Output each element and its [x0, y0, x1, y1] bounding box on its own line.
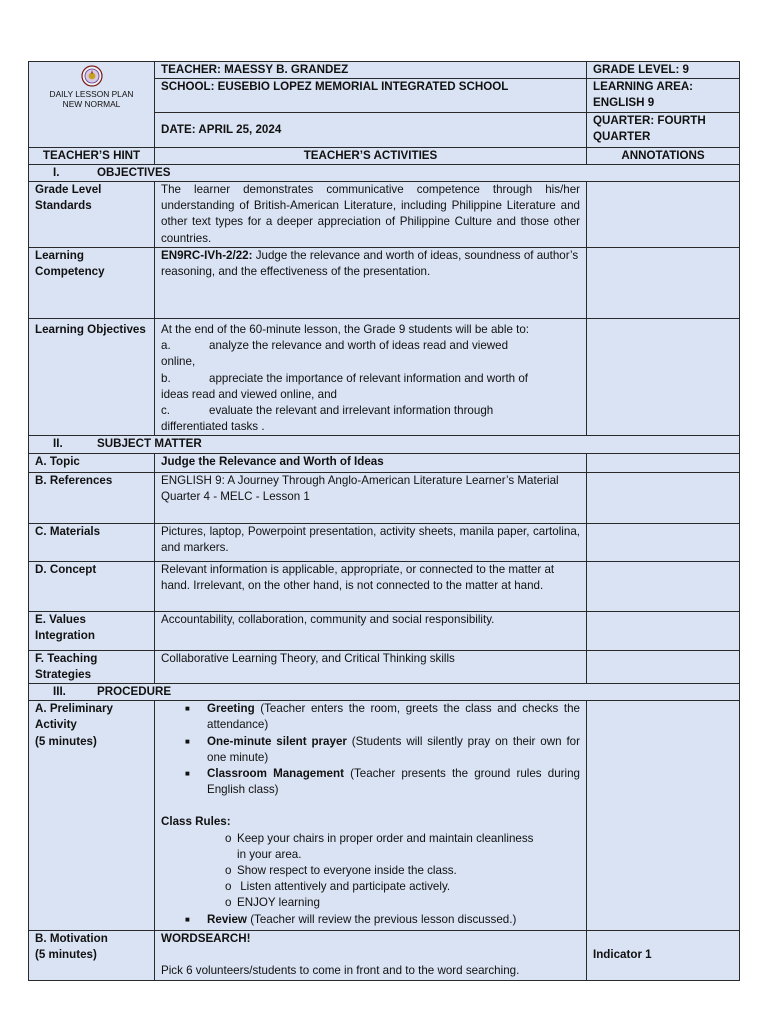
section-number: III.	[53, 685, 66, 699]
competency-code: EN9RC-IVh-2/22:	[161, 249, 253, 263]
objective-letter: a.	[161, 339, 171, 353]
row-label-preliminary	[29, 701, 155, 931]
values-text: Accountability, collaboration, community and social responsibility.	[155, 611, 587, 650]
objective-letter: c.	[161, 404, 171, 418]
section-title: PROCEDURE	[97, 685, 172, 699]
col-header-hint: TEACHER’S HINT	[29, 147, 155, 164]
motivation-title: WORDSEARCH!	[161, 932, 251, 946]
annotation-cell	[587, 561, 740, 611]
deped-seal-icon	[81, 65, 103, 87]
objective-a-cont: online,	[161, 355, 196, 369]
rule-item: Listen attentively and participate actively.	[237, 880, 451, 894]
strategies-text: Collaborative Learning Theory, and Critical Thinking skills	[155, 650, 587, 683]
col-header-annotations: ANNOTATIONS	[587, 147, 740, 164]
row-label-standards: Grade Level Standards	[29, 182, 155, 248]
standards-text: The learner demonstrates communicative competence through his/her understanding of British-American Literature, including Philippine Literature and other text types for a deeper appreciation of Philippine Culture and those other countries.	[155, 182, 587, 248]
row-label-objectives: Learning Objectives	[29, 319, 155, 436]
objective-b: appreciate the importance of relevant information and worth of	[209, 371, 529, 385]
objective-b-cont: ideas read and viewed online, and	[161, 387, 337, 401]
objective-letter: b.	[161, 371, 171, 385]
objectives-intro: At the end of the 60-minute lesson, the Grade 9 students will be able to:	[161, 323, 530, 337]
circle-bullet-icon: o	[225, 831, 232, 845]
competency-text: Judge the relevance and worth of ideas, soundness of author’s reasoning, and the effectiveness of the presentation.	[161, 249, 579, 279]
objective-a: analyze the relevance and worth of ideas read and viewed	[209, 339, 509, 353]
prayer-text: (Students will silently pray on their own for one minute)	[207, 734, 580, 764]
objective-c-cont: differentiated tasks .	[161, 420, 265, 434]
preliminary-label: A. Preliminary Activity	[35, 702, 113, 732]
topic-text: Judge the Relevance and Worth of Ideas	[155, 453, 587, 472]
annotation-cell	[587, 248, 740, 319]
row-label-competency: Learning Competency	[29, 248, 155, 319]
annotation-cell	[587, 182, 740, 248]
row-label-references: B. References	[29, 472, 155, 523]
col-header-activities: TEACHER’S ACTIVITIES	[155, 147, 587, 164]
school-name: SCHOOL: EUSEBIO LOPEZ MEMORIAL INTEGRATED SCHOOL	[155, 79, 587, 112]
objectives-cell	[155, 319, 587, 436]
concept-text: Relevant information is applicable, appropriate, or connected to the matter at hand. Irrelevant, on the other hand, is not connected to the matter at hand.	[155, 561, 587, 611]
review-label: Review	[207, 912, 247, 926]
motivation-duration: (5 minutes)	[35, 948, 97, 962]
row-label-concept: D. Concept	[29, 561, 155, 611]
grade-level: GRADE LEVEL: 9	[587, 62, 740, 79]
rule-item: ENJOY learning	[237, 896, 320, 910]
lesson-date: DATE: APRIL 25, 2024	[155, 112, 587, 147]
circle-bullet-icon: o	[225, 864, 232, 878]
annotation-cell	[587, 453, 740, 472]
quarter: QUARTER: FOURTH QUARTER	[587, 112, 740, 147]
reference-book: ENGLISH 9: A Journey Through Anglo-American Literature Learner’s Material	[161, 473, 559, 487]
rule-item: Keep your chairs in proper order and maintain cleanliness	[237, 831, 534, 845]
class-rules-title: Class Rules:	[161, 815, 231, 829]
row-label-materials: C. Materials	[29, 523, 155, 561]
preliminary-cell	[155, 701, 587, 931]
materials-text: Pictures, laptop, Powerpoint presentation, activity sheets, manila paper, cartolina, and markers.	[155, 523, 587, 561]
preliminary-list	[161, 701, 580, 798]
indicator-annotation: Indicator 1	[587, 931, 740, 980]
greeting-label: Greeting	[207, 702, 255, 716]
teacher-name: TEACHER: MAESSY B. GRANDEZ	[155, 62, 587, 79]
annotation-cell	[587, 701, 740, 931]
row-label-strategies: F. Teaching Strategies	[29, 650, 155, 683]
management-label: Classroom Management	[207, 767, 344, 781]
reference-lesson: Quarter 4 - MELC - Lesson 1	[161, 489, 310, 503]
section-number: II.	[53, 437, 63, 451]
lesson-plan-table	[28, 61, 740, 981]
section-subject-matter	[29, 436, 740, 453]
annotation-cell	[587, 523, 740, 561]
motivation-text: Pick 6 volunteers/students to come in front and to the word searching.	[161, 964, 520, 978]
section-objectives	[29, 164, 740, 181]
list-item	[185, 734, 580, 766]
motivation-cell	[155, 931, 587, 980]
objective-c: evaluate the relevant and irrelevant information through	[209, 404, 494, 418]
section-number: I.	[53, 165, 60, 179]
annotation-cell	[587, 472, 740, 523]
rule-item: Show respect to everyone inside the class.	[237, 864, 457, 878]
logo-caption-2: NEW NORMAL	[62, 99, 121, 109]
greeting-text: (Teacher enters the room, greets the class and checks the attendance)	[207, 702, 580, 732]
circle-bullet-icon: o	[225, 896, 232, 910]
learning-area: LEARNING AREA: ENGLISH 9	[587, 79, 740, 112]
annotation-cell	[587, 611, 740, 650]
preliminary-duration: (5 minutes)	[35, 734, 97, 748]
section-procedure	[29, 684, 740, 701]
section-title: OBJECTIVES	[97, 165, 171, 179]
row-label-values: E. Values Integration	[29, 611, 155, 650]
annotation-cell	[587, 650, 740, 683]
bullet-square-icon: ■	[185, 914, 190, 924]
class-rules-list	[161, 831, 580, 912]
section-title: SUBJECT MATTER	[97, 437, 202, 451]
motivation-label: B. Motivation	[35, 932, 108, 946]
management-text: (Teacher presents the ground rules during English class)	[207, 767, 580, 797]
references-cell	[155, 472, 587, 523]
row-label-motivation	[29, 931, 155, 980]
review-item	[161, 912, 580, 928]
prayer-label: One-minute silent prayer	[207, 734, 347, 748]
rule-item-cont: in your area.	[237, 847, 302, 861]
list-item	[185, 701, 580, 733]
logo-cell	[29, 62, 155, 148]
circle-bullet-icon: o	[225, 880, 232, 894]
bullet-square-icon: ■	[185, 736, 190, 746]
bullet-square-icon: ■	[185, 704, 190, 714]
row-label-topic: A. Topic	[29, 453, 155, 472]
competency-cell	[155, 248, 587, 319]
review-text: (Teacher will review the previous lesson discussed.)	[246, 912, 517, 926]
list-item	[185, 766, 580, 798]
bullet-square-icon: ■	[185, 769, 190, 779]
annotation-cell	[587, 319, 740, 436]
logo-caption-1: DAILY LESSON PLAN	[49, 89, 134, 99]
